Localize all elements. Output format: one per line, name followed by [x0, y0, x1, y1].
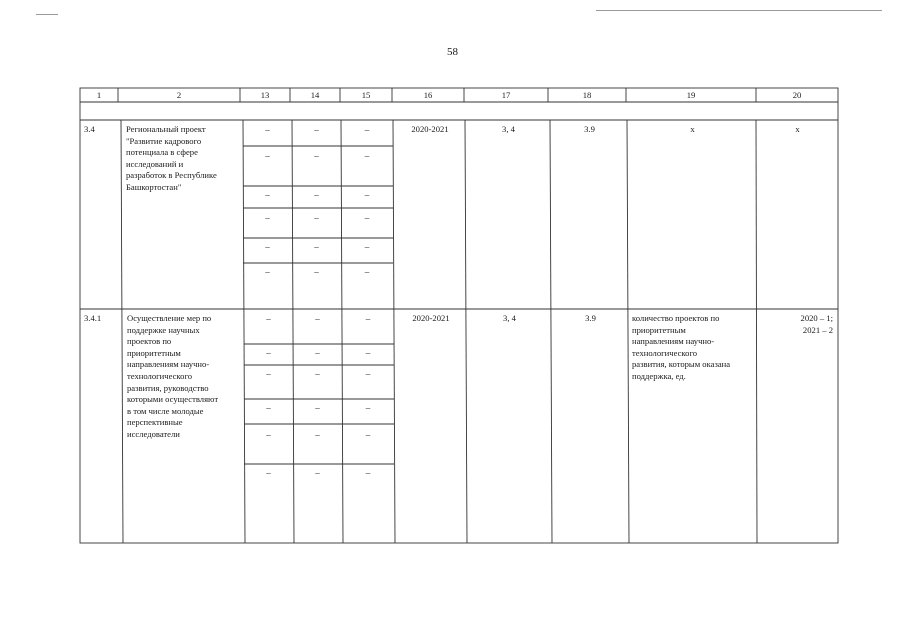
dash-cell: –	[365, 348, 371, 358]
header-col-14: 14	[310, 90, 320, 100]
header-col-13: 13	[260, 90, 270, 100]
dash-cell: –	[314, 213, 319, 223]
header-col-1: 1	[96, 90, 102, 100]
dash-cell: –	[364, 125, 370, 135]
row-indicator: x	[690, 124, 695, 134]
dash-cell: –	[315, 369, 320, 379]
dash-cell: –	[364, 190, 370, 200]
dash-cell: –	[266, 369, 271, 379]
page-number: 58	[447, 46, 458, 58]
dash-cell: –	[314, 190, 319, 200]
row-code: 3.4.1	[84, 313, 102, 323]
dash-cell: –	[266, 348, 271, 358]
dash-cell: –	[265, 267, 270, 277]
dash-cell: –	[315, 314, 320, 324]
dash-cell: –	[265, 190, 270, 200]
dash-cell: –	[265, 125, 270, 135]
row-code: 3.4	[84, 124, 95, 134]
row-col18: 3.9	[585, 313, 596, 323]
row-target: 2020 – 1; 2021 – 2	[800, 313, 833, 335]
dash-cell: –	[365, 468, 371, 478]
header-col-15: 15	[361, 90, 371, 100]
dash-cell: –	[364, 151, 370, 161]
row-col17: 3, 4	[502, 124, 515, 134]
dash-cell: –	[365, 314, 371, 324]
header-col-20: 20	[792, 90, 802, 100]
dash-cell: –	[314, 267, 319, 277]
row-name: Региональный проект "Развитие кадрового потенциала в сфере исследований и разработок в Республике Башкортостан"	[126, 124, 217, 192]
dash-cell: –	[315, 403, 320, 413]
dash-cell: –	[266, 403, 271, 413]
dash-cell: –	[315, 430, 320, 440]
header-col-16: 16	[423, 90, 433, 100]
row-years: 2020-2021	[412, 313, 450, 323]
dash-cell: –	[314, 125, 319, 135]
dash-cell: –	[365, 403, 371, 413]
dash-cell: –	[266, 430, 271, 440]
header-col-19: 19	[686, 90, 696, 100]
row-years: 2020-2021	[411, 124, 449, 134]
header-col-2: 2	[176, 90, 182, 100]
dash-cell: –	[315, 468, 320, 478]
dash-cell: –	[315, 348, 320, 358]
row-name: Осуществление мер по поддержке научных проектов по приоритетным направлениям научно- технологического развития, руководство которыми осуществляют в том числе молодые перспективные исследователи	[127, 313, 219, 439]
header-col-17: 17	[501, 90, 511, 100]
dash-cell: –	[314, 151, 319, 161]
dash-cell: –	[265, 242, 270, 252]
dash-cell: –	[314, 242, 319, 252]
dash-cell: –	[265, 151, 270, 161]
dash-cell: –	[265, 213, 270, 223]
row-col17: 3, 4	[503, 313, 516, 323]
row-target: x	[795, 124, 800, 134]
row-indicator: количество проектов по приоритетным направлениям научно- технологического развития, которым оказана поддержка, ед.	[632, 313, 731, 381]
dash-cell: –	[364, 242, 370, 252]
dash-cell: –	[266, 468, 271, 478]
row-col18: 3.9	[584, 124, 595, 134]
dash-cell: –	[266, 314, 271, 324]
dash-cell: –	[365, 369, 371, 379]
dash-cell: –	[365, 430, 371, 440]
header-col-18: 18	[582, 90, 592, 100]
dash-cell: –	[364, 267, 370, 277]
dash-cell: –	[364, 213, 370, 223]
